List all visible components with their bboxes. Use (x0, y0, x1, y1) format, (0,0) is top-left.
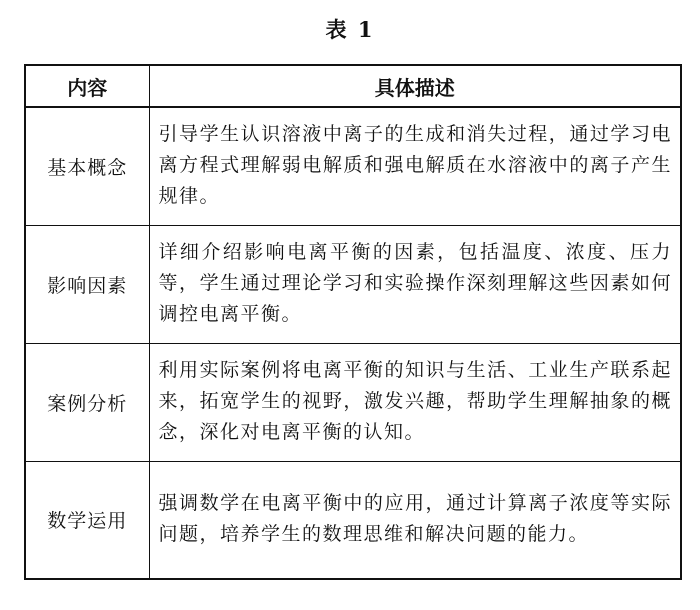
row-label: 影响因素 (25, 225, 149, 343)
content-table (24, 64, 682, 580)
table-header-row (25, 65, 681, 107)
row-description: 利用实际案例将电离平衡的知识与生活、工业生产联系起来，拓宽学生的视野，激发兴趣，帮助学生理解抽象的概念，深化对电离平衡的认知。 (149, 343, 681, 461)
row-description: 强调数学在电离平衡中的应用，通过计算离子浓度等实际问题，培养学生的数理思维和解决问题的能力。 (149, 461, 681, 579)
row-label: 基本概念 (25, 107, 149, 225)
header-content: 内容 (25, 65, 149, 107)
table-row (25, 225, 681, 343)
row-description: 详细介绍影响电离平衡的因素，包括温度、浓度、压力等，学生通过理论学习和实验操作深刻理解这些因素如何调控电离平衡。 (149, 225, 681, 343)
row-description: 引导学生认识溶液中离子的生成和消失过程，通过学习电离方程式理解弱电解质和强电解质在水溶液中的离子产生规律。 (149, 107, 681, 225)
table-row (25, 107, 681, 225)
table-row (25, 461, 681, 579)
table-caption: 表 1 (325, 17, 375, 42)
row-label: 案例分析 (25, 343, 149, 461)
header-description: 具体描述 (149, 65, 681, 107)
row-label: 数学运用 (25, 461, 149, 579)
table-row (25, 343, 681, 461)
